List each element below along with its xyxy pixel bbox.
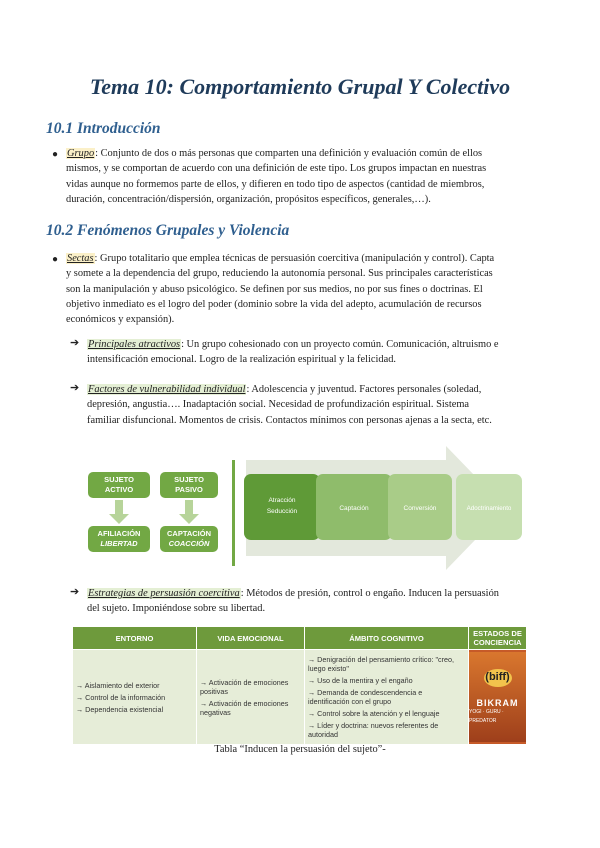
stage-atraccion-label-1: Atracción [268,497,296,504]
label-captacion-2: COACCIÓN [168,539,210,548]
line: económicos y expansión). [66,314,175,326]
bullet-icon: ● [52,149,59,160]
list-item: → Control sobre la atención y el lenguaje [308,709,440,718]
poster-subtitle: YOGI · GURU · PREDATOR [469,708,504,724]
stage-conversion-label: Conversión [403,505,437,512]
line: del sujeto. Imponiéndose sobre su libertad. [87,603,266,615]
label-sujeto-activo-2: ACTIVO [104,485,134,494]
text: : Métodos de presión, control o engaño. Inducen la persuasión [240,588,499,599]
line: mismos, y se comportan de acuerdo con una definición de este tipo. Los grupos impactan en nuestras [66,163,487,175]
list-item: → Demanda de condescendencia e identificación con el grupo [308,688,423,706]
text: : Un grupo cohesionado con un proyecto común. Comunicación, altruismo e [181,339,499,350]
paragraph-grupo [66,146,554,207]
line [87,382,554,397]
list-item: → Líder y doctrina: nuevos referentes de autoridad [308,721,439,739]
line: y somete a la dependencia del grupo, reduciendo la autonomía personal. Sus principales características [66,268,493,280]
paragraph-vulnerabilidad [87,382,554,428]
table-header-row [73,627,527,650]
line: son la manipulación y abuso psicológico. Se definen por sus medios, no por sus fines o doctrinas. El [66,283,483,295]
text: : Grupo totalitario que emplea técnicas de persuasión coercitiva (manipulación y control). Capta [94,253,495,264]
list-item: → Activación de emociones negativas [200,698,289,717]
line: vidas aunque no formemos parte de ellos, y difieren en todo tipo de aspectos (cantidad de miembros, [66,178,485,190]
down-arrow-icon [179,500,199,524]
page-title: Tema 10: Comportamiento Grupal Y Colectivo [89,74,511,99]
sect-process-diagram [88,446,528,570]
label-sujeto-pasivo-1: SUJETO [174,475,204,484]
poster-title: BIKRAM [476,697,519,708]
arrow-right-icon: ➔ [70,382,80,394]
cell-ambito-cognitivo [305,650,469,745]
bullet-icon: ● [52,254,59,265]
stage-captacion-label: Captación [339,505,369,512]
poster-logo: (biff) [484,669,512,687]
arrow-right-icon: ➔ [70,337,80,349]
section-heading-introduccion: 10.1 Introducción [46,120,161,137]
line: objetivo inmediato es el logro del poder (dominio sobre la vida del adepto, acumulación de recursos [66,298,482,310]
list-item: → Denigración del pensamiento crítico: "creo, luego existo" [308,655,454,673]
line: familiar disfuncional. Momentos de crisis. Contactos mínimos con personas ajenas a la secta, etc. [87,414,492,426]
persuasion-table [72,626,527,745]
label-captacion-1: CAPTACIÓN [166,529,212,538]
list-item: → Uso de la mentira y el engaño [308,676,413,685]
cell-entorno [73,650,197,745]
list-item: → Activación de emociones positivas [200,677,289,696]
stage-atraccion [244,474,320,540]
line: intensificación emocional. Logro de la realización espiritual y la felicidad. [87,354,396,366]
term-atractivos: Principales atractivos [88,339,181,350]
term-vulnerabilidad: Factores de vulnerabilidad individual [88,384,246,395]
line [66,146,554,161]
movie-poster-image [469,652,526,742]
line [66,251,554,266]
header-estados-conciencia: ESTADOS DE CONCIENCIA [469,627,527,650]
text: : Adolescencia y juventud. Factores personales (soledad, [246,384,482,395]
paragraph-atractivos [87,337,554,368]
divider [232,460,235,566]
list-item: → Aislamiento del exterior [76,680,160,690]
table-caption: Tabla “Inducen la persuasión del sujeto”- [214,744,386,755]
line: depresión, angustia…. Inadaptación social. Necesidad de profundización espiritual. Sistema [87,399,470,411]
list-item: → Dependencia existencial [76,704,164,714]
cell-poster [469,650,527,745]
line [87,337,554,352]
line: duración, concentración/dispersión, organización, propósitos específicos, generales,…). [66,193,431,205]
text: : Conjunto de dos o más personas que comparten una definición y evaluación común de ellos [95,148,483,159]
list-item: → Control de la información [76,692,166,702]
header-ambito-cognitivo: ÁMBITO COGNITIVO [305,627,469,650]
section-heading-fenomenos: 10.2 Fenómenos Grupales y Violencia [46,222,290,239]
term-sectas: Sectas [67,253,94,264]
paragraph-sectas [66,251,554,327]
label-afiliacion-1: AFILIACIÓN [97,529,141,538]
stage-adoctrinamiento-label: Adoctrinamiento [466,505,512,512]
stage-atraccion-label-2: Seducción [266,508,298,515]
cell-vida-emocional [197,650,305,745]
label-sujeto-activo-1: SUJETO [104,475,134,484]
arrow-right-icon: ➔ [70,586,80,598]
label-sujeto-pasivo-2: PASIVO [175,485,203,494]
paragraph-estrategias [87,586,554,617]
label-afiliacion-2: LIBERTAD [100,539,138,548]
line [87,586,554,601]
term-estrategias: Estrategias de persuasión coercitiva [88,588,240,599]
down-arrow-icon [109,500,129,524]
term-grupo: Grupo [67,148,95,159]
header-entorno: ENTORNO [73,627,197,650]
table-row [73,650,527,745]
header-vida-emocional: VIDA EMOCIONAL [197,627,305,650]
